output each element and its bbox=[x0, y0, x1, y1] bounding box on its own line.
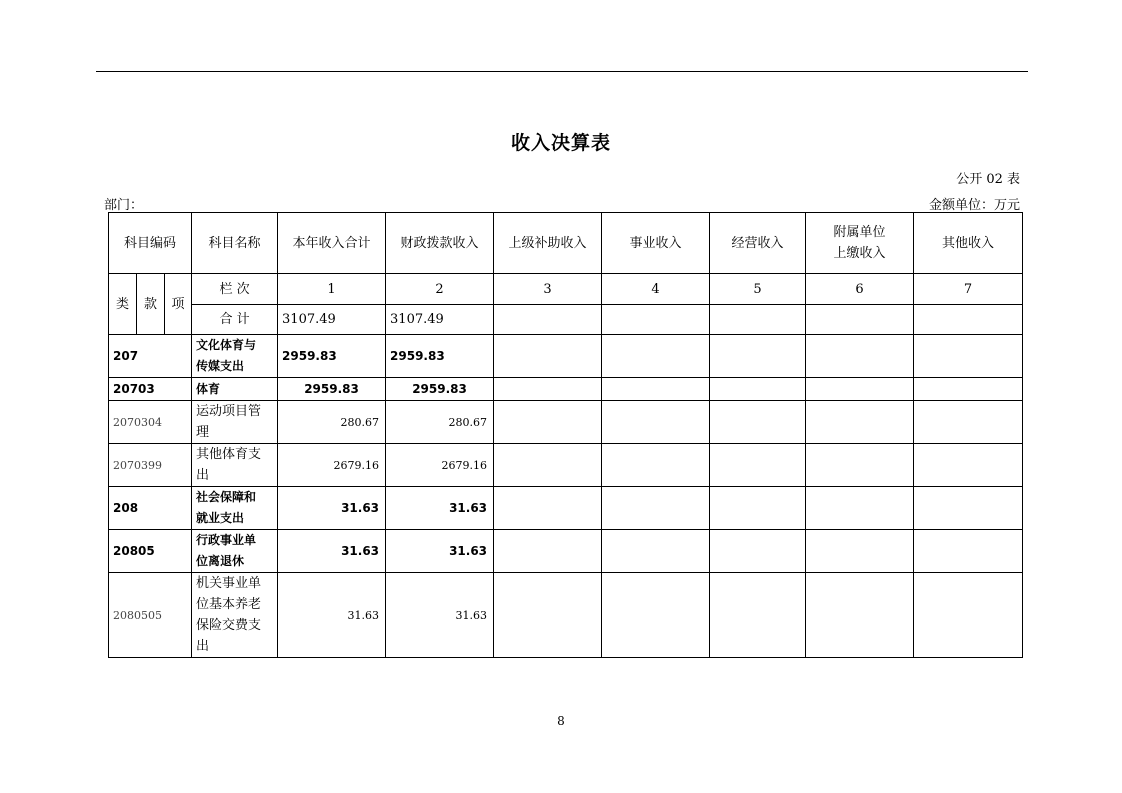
row-code: 207 bbox=[109, 335, 192, 378]
page-title: 收入决算表 bbox=[510, 132, 611, 154]
table-row bbox=[109, 335, 1023, 378]
row-fiscal: 31.63 bbox=[386, 573, 494, 658]
row-total: 31.63 bbox=[278, 573, 386, 658]
column-number-row bbox=[109, 274, 1023, 305]
header-business-income: 事业收入 bbox=[602, 213, 710, 274]
amount-unit-label: 金额单位：万元 bbox=[928, 198, 1020, 213]
row-name-line: 位基本养老 bbox=[196, 597, 262, 612]
row-name-line: 行政事业单 bbox=[196, 533, 257, 547]
row-fiscal: 2959.83 bbox=[386, 378, 494, 401]
row-code: 208 bbox=[109, 487, 192, 530]
table-row bbox=[109, 401, 1023, 444]
header-other-income: 其他收入 bbox=[914, 213, 1023, 274]
table-row bbox=[109, 444, 1023, 487]
header-operating-income: 经营收入 bbox=[710, 213, 806, 274]
column-number-1: 1 bbox=[278, 274, 386, 305]
department-label: 部门： bbox=[104, 198, 144, 213]
row-name-line: 其他体育支 bbox=[196, 447, 262, 462]
row-name bbox=[192, 530, 278, 573]
row-name-line: 出 bbox=[196, 468, 210, 483]
row-name-line: 传媒支出 bbox=[196, 359, 245, 373]
row-code: 2080505 bbox=[109, 573, 192, 658]
row-fiscal: 31.63 bbox=[386, 487, 494, 530]
header-total-income: 本年收入合计 bbox=[278, 213, 386, 274]
row-name-line: 理 bbox=[196, 425, 210, 440]
row-name bbox=[192, 401, 278, 444]
row-name-line: 运动项目管 bbox=[196, 404, 262, 419]
row-name bbox=[192, 573, 278, 658]
row-name bbox=[192, 444, 278, 487]
column-number-7: 7 bbox=[914, 274, 1023, 305]
row-name-line: 社会保障和 bbox=[196, 490, 257, 504]
row-fiscal: 280.67 bbox=[386, 401, 494, 444]
header-xiang: 项 bbox=[165, 274, 192, 335]
column-number-3: 3 bbox=[494, 274, 602, 305]
row-code: 20805 bbox=[109, 530, 192, 573]
row-name-line: 就业支出 bbox=[196, 511, 245, 525]
row-total: 31.63 bbox=[278, 487, 386, 530]
column-number-6: 6 bbox=[806, 274, 914, 305]
row-name-line: 机关事业单 bbox=[196, 576, 262, 591]
row-code: 2070304 bbox=[109, 401, 192, 444]
row-fiscal: 31.63 bbox=[386, 530, 494, 573]
row-name-line: 文化体育与 bbox=[196, 338, 257, 352]
row-code: 2070399 bbox=[109, 444, 192, 487]
row-name: 体育 bbox=[192, 378, 278, 401]
header-affiliate-line2: 上缴收入 bbox=[833, 246, 886, 261]
row-total: 31.63 bbox=[278, 530, 386, 573]
row-name-line: 位离退休 bbox=[196, 554, 245, 568]
column-number-4: 4 bbox=[602, 274, 710, 305]
header-superior-subsidy: 上级补助收入 bbox=[494, 213, 602, 274]
sum-fiscal: 3107.49 bbox=[386, 305, 494, 335]
row-name-line: 保险交费支 bbox=[196, 618, 262, 633]
row-total: 280.67 bbox=[278, 401, 386, 444]
sum-row bbox=[109, 305, 1023, 335]
column-number-5: 5 bbox=[710, 274, 806, 305]
sum-label: 合 计 bbox=[192, 305, 278, 335]
header-rule bbox=[96, 71, 1028, 72]
form-number: 公开 02 表 bbox=[956, 172, 1020, 187]
row-total: 2959.83 bbox=[278, 378, 386, 401]
table-row bbox=[109, 530, 1023, 573]
header-fiscal-income: 财政拨款收入 bbox=[386, 213, 494, 274]
header-subject-name: 科目名称 bbox=[192, 213, 278, 274]
row-name-line: 出 bbox=[196, 639, 210, 654]
header-affiliate-income bbox=[806, 213, 914, 274]
header-affiliate-line1: 附属单位 bbox=[833, 225, 886, 240]
column-number-2: 2 bbox=[386, 274, 494, 305]
page-number: 8 bbox=[557, 714, 565, 728]
row-name bbox=[192, 335, 278, 378]
row-code: 20703 bbox=[109, 378, 192, 401]
header-subject-code: 科目编码 bbox=[109, 213, 192, 274]
table-row bbox=[109, 573, 1023, 658]
table-row bbox=[109, 378, 1023, 401]
row-name bbox=[192, 487, 278, 530]
header-lei: 类 bbox=[109, 274, 137, 335]
sum-total: 3107.49 bbox=[278, 305, 386, 335]
income-statement-table bbox=[108, 212, 1023, 658]
row-total: 2679.16 bbox=[278, 444, 386, 487]
column-header-row bbox=[109, 213, 1023, 274]
header-kuan: 款 bbox=[137, 274, 165, 335]
row-total: 2959.83 bbox=[278, 335, 386, 378]
row-fiscal: 2679.16 bbox=[386, 444, 494, 487]
row-fiscal: 2959.83 bbox=[386, 335, 494, 378]
table-row bbox=[109, 487, 1023, 530]
column-number-label: 栏 次 bbox=[192, 274, 278, 305]
